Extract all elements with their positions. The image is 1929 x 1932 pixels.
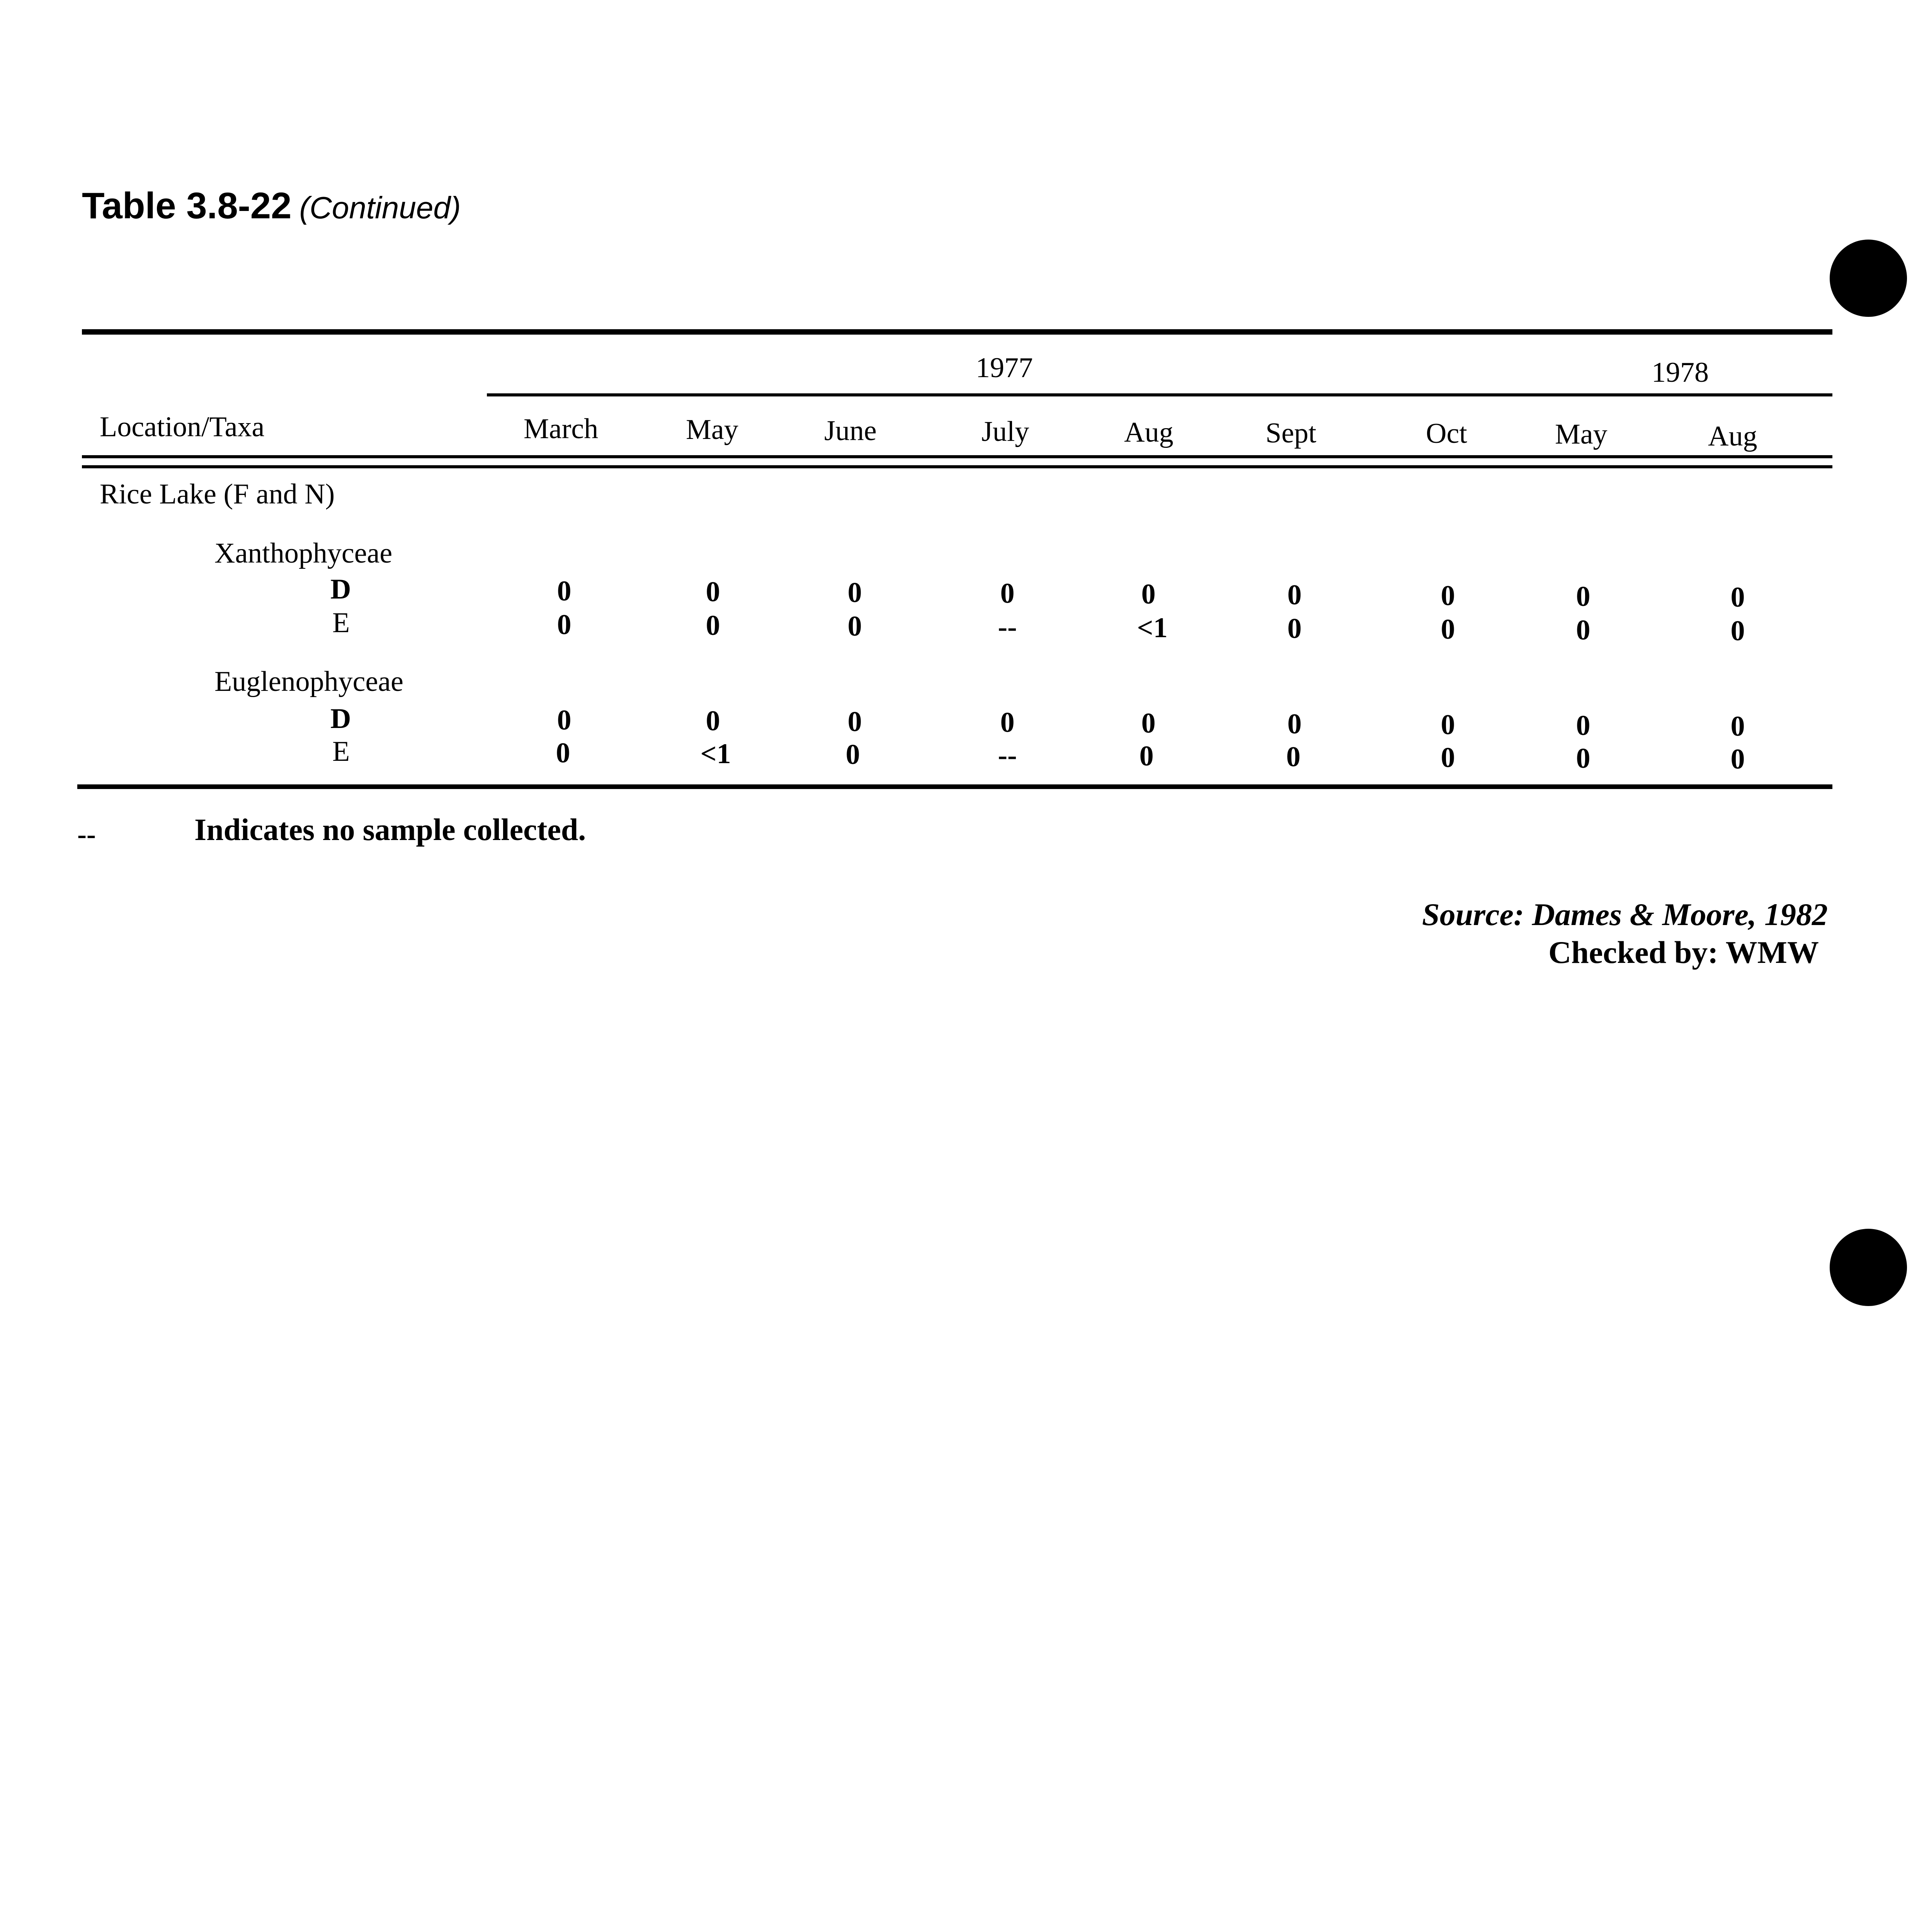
table-cell: 0 <box>557 704 572 736</box>
table-cell: 0 <box>706 610 720 641</box>
table-cell: 0 <box>1287 613 1302 645</box>
table-title <box>82 185 461 227</box>
table-cell: 0 <box>1441 742 1455 774</box>
column-header: Sept <box>1266 417 1317 449</box>
column-header: May <box>1555 418 1608 450</box>
table-cell: <1 <box>700 738 731 770</box>
year-header-1978: 1978 <box>1652 357 1709 388</box>
location-label: Rice Lake (F and N) <box>100 478 335 510</box>
column-header: June <box>824 415 877 447</box>
row-label: E <box>332 736 350 767</box>
header-rule-upper <box>82 455 1832 458</box>
table-cell: 0 <box>1730 711 1745 742</box>
column-header: Oct <box>1426 418 1467 449</box>
table-cell: 0 <box>1286 741 1301 773</box>
table-title-suffix: (Continued) <box>299 190 461 225</box>
table-cell: 0 <box>1141 707 1156 739</box>
column-header: Aug <box>1708 420 1757 452</box>
row-header: Location/Taxa <box>100 411 265 443</box>
checked-by-note: Checked by: WMW <box>1548 935 1819 970</box>
table-cell: 0 <box>556 737 570 769</box>
column-header: May <box>686 414 738 446</box>
table-cell: <1 <box>1137 612 1168 644</box>
footnote-marker: -- <box>77 819 96 850</box>
table-title-text: Table 3.8-22 <box>82 185 292 226</box>
table-cell: 0 <box>1000 707 1015 738</box>
table-cell: 0 <box>1730 582 1745 613</box>
table-cell: 0 <box>1576 710 1590 742</box>
table-top-rule <box>82 329 1832 335</box>
table-cell: 0 <box>1441 614 1455 645</box>
table-cell: 0 <box>1141 578 1156 610</box>
table-cell: 0 <box>1576 614 1590 646</box>
row-label: D <box>330 573 351 605</box>
year-header-1977: 1977 <box>976 352 1033 384</box>
table-cell: 0 <box>1730 615 1745 647</box>
taxon-label: Xanthophyceae <box>214 537 393 569</box>
row-label: D <box>330 703 351 735</box>
punch-hole-top <box>1830 240 1907 317</box>
table-cell: -- <box>998 611 1017 643</box>
footnote-text: Indicates no sample collected. <box>194 813 586 847</box>
row-label: E <box>332 607 350 639</box>
table-cell: -- <box>998 740 1017 771</box>
column-header: July <box>982 416 1029 447</box>
table-cell: 0 <box>845 739 860 770</box>
table-cell: 0 <box>1730 743 1745 775</box>
table-cell: 0 <box>847 611 862 642</box>
table-cell: 0 <box>1000 578 1015 609</box>
table-cell: 0 <box>1441 709 1455 741</box>
year-span-rule <box>487 393 1832 396</box>
table-cell: 0 <box>1576 581 1590 612</box>
table-cell: 0 <box>1139 740 1154 772</box>
punch-hole-middle <box>1830 1229 1907 1306</box>
taxon-label: Euglenophyceae <box>214 666 403 697</box>
table-cell: 0 <box>847 706 862 738</box>
table-cell: 0 <box>557 609 572 641</box>
table-cell: 0 <box>847 577 862 609</box>
table-cell: 0 <box>1441 580 1455 612</box>
column-header: Aug <box>1124 417 1174 448</box>
table-cell: 0 <box>1287 579 1302 611</box>
table-cell: 0 <box>1576 743 1590 774</box>
table-cell: 0 <box>1287 708 1302 740</box>
source-note: Source: Dames & Moore, 1982 <box>1422 897 1828 932</box>
table-cell: 0 <box>557 575 572 607</box>
table-cell: 0 <box>706 576 720 608</box>
header-rule-lower <box>82 465 1832 468</box>
table-cell: 0 <box>706 705 720 737</box>
table-bottom-rule <box>77 784 1832 789</box>
column-header: March <box>524 413 599 445</box>
